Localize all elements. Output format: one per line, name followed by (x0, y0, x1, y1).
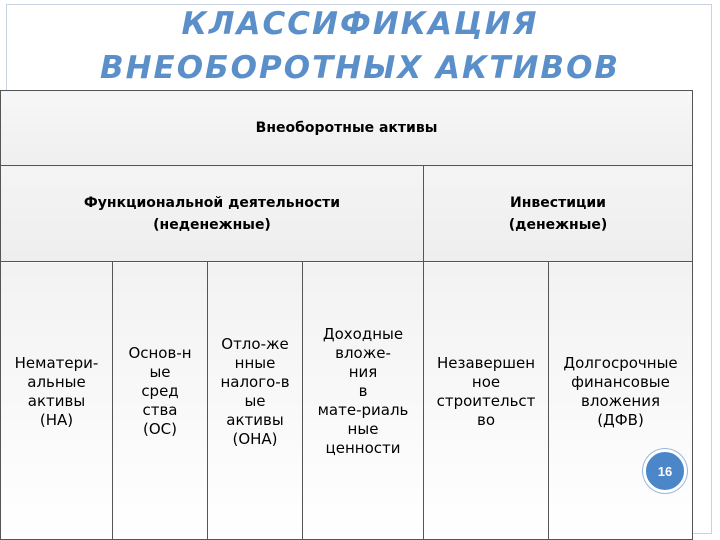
item-line: Основ-н (128, 344, 192, 362)
item-line: (ОНА) (232, 429, 278, 448)
table-header-text: Внеоборотные активы (255, 120, 438, 136)
item-line: альные (27, 372, 86, 391)
item-line: в (358, 382, 368, 400)
item-line: (ДФВ) (597, 410, 644, 429)
item-cell-income-investments (303, 262, 424, 540)
title-line: ВНЕОБОРОТНЫХ АКТИВОВ (99, 50, 621, 86)
page-number: 16 (657, 463, 673, 479)
item-line: вложе- (335, 344, 391, 362)
item-cell-fixed-assets (113, 262, 208, 540)
group-label: Функциональной деятельности (83, 194, 341, 211)
table-header-cell (1, 91, 693, 166)
item-line: ые (149, 363, 171, 381)
page-number-badge (643, 449, 687, 493)
item-line: вложения (581, 391, 660, 410)
item-line: активы (226, 410, 284, 429)
item-line: во (476, 410, 496, 429)
item-line: налого-в (220, 372, 290, 391)
group-cell-investments (424, 166, 693, 262)
item-cell-intangible-assets (1, 262, 113, 540)
item-line: строительст (436, 391, 536, 410)
group-sublabel: (неденежные) (153, 216, 271, 233)
item-line: Доходные (322, 325, 404, 343)
item-line: ное (471, 372, 501, 391)
item-line: активы (27, 391, 86, 410)
group-label: Инвестиции (510, 194, 606, 211)
slide-title (0, 2, 720, 90)
item-line: Долгосрочные (563, 353, 678, 372)
group-sublabel: (денежные) (508, 216, 608, 233)
item-cell-deferred-tax-assets (208, 262, 303, 540)
item-line: нные (234, 353, 276, 372)
title-line: КЛАССИФИКАЦИЯ (181, 6, 539, 42)
item-cell-long-term-investments (549, 262, 693, 540)
item-line: Нематери- (14, 353, 99, 372)
item-line: ства (142, 401, 178, 419)
group-cell-functional (1, 166, 424, 262)
classification-table (0, 90, 693, 540)
item-line: финансовые (571, 372, 670, 391)
item-line: ния (348, 363, 378, 381)
item-line: сред (141, 382, 179, 400)
item-line: ые (244, 391, 266, 410)
item-line: Отло-же (221, 334, 289, 353)
item-line: ные (347, 420, 379, 438)
item-line: (НА) (39, 410, 74, 429)
item-line: (ОС) (143, 420, 177, 438)
item-line: Незавершен (436, 353, 536, 372)
item-line: мате-риаль (317, 401, 409, 419)
item-cell-construction-in-progress (424, 262, 549, 540)
item-line: ценности (325, 439, 401, 457)
